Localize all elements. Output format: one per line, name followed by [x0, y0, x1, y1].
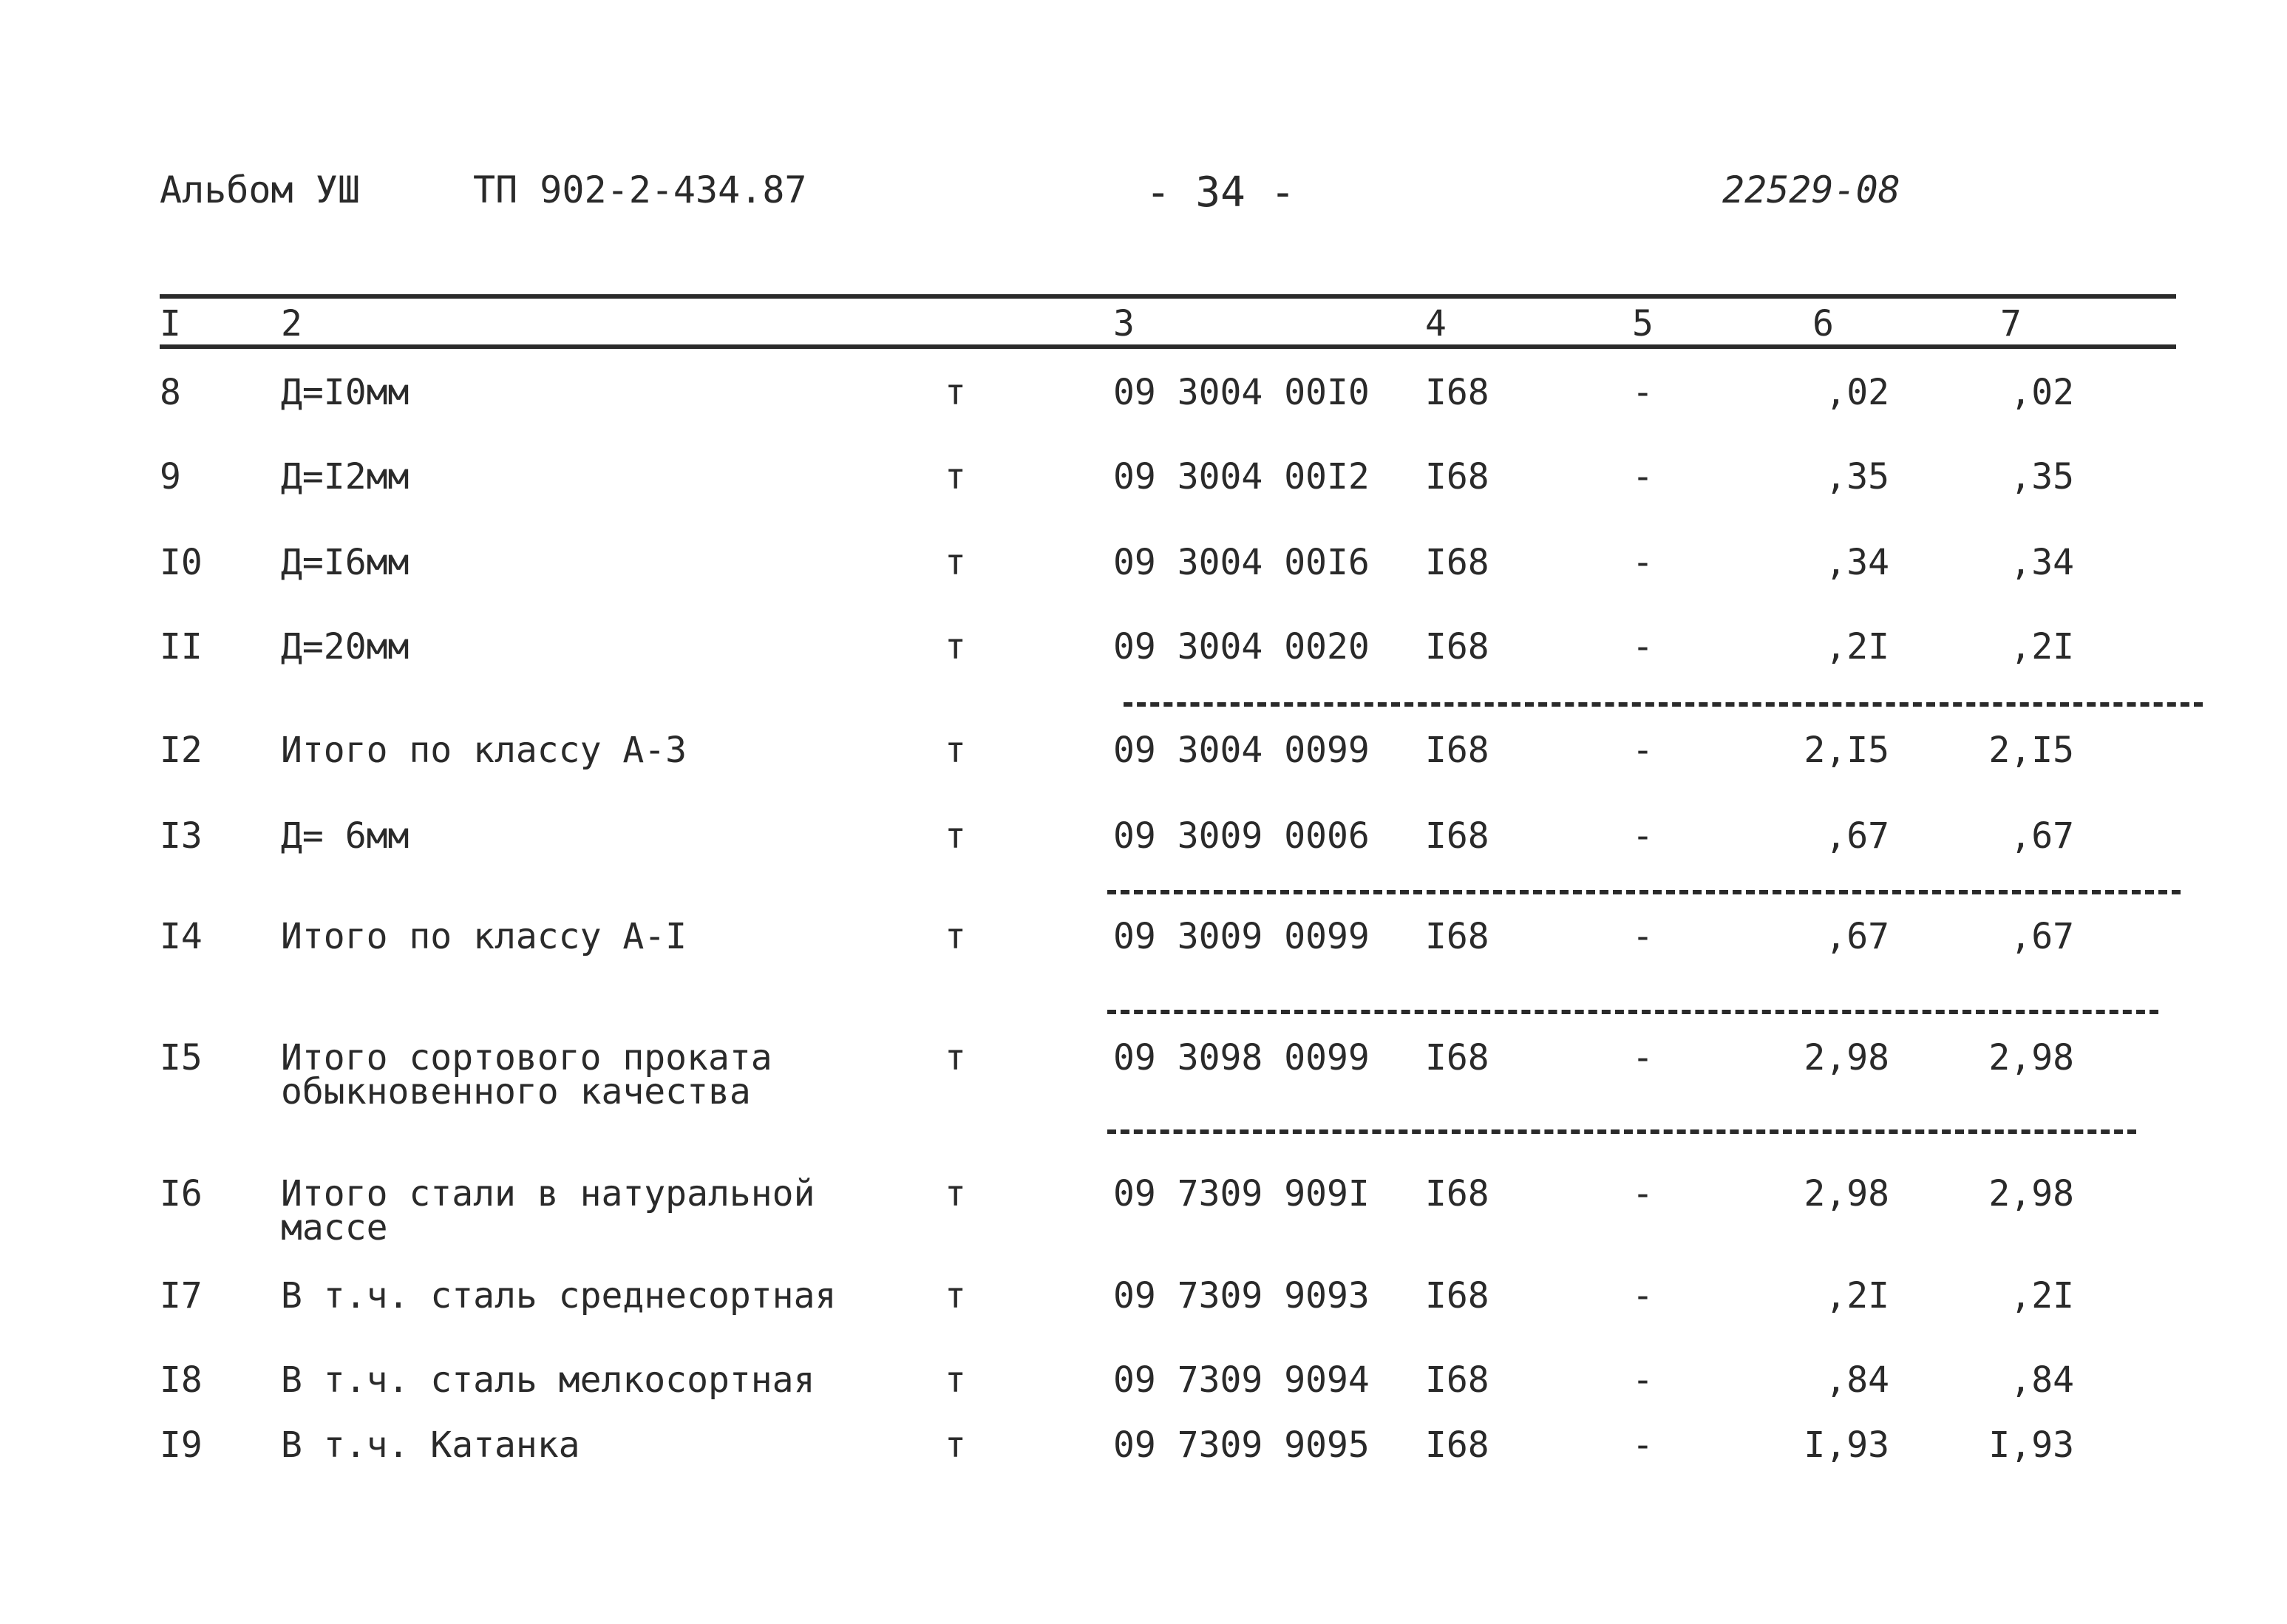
row-number: 8	[160, 372, 181, 413]
column-4-value: I68	[1425, 730, 1489, 771]
column-6-value: ,67	[1825, 916, 1889, 957]
project-code: ТП 902-2-434.87	[473, 169, 807, 211]
column-6-value: ,02	[1825, 372, 1889, 413]
item-name: В т.ч. сталь мелкосортная	[281, 1359, 815, 1401]
table-row	[0, 372, 2287, 420]
table-row	[0, 456, 2287, 504]
column-7-value: ,2I	[2010, 626, 2074, 667]
item-name: Итого по классу А-3	[281, 730, 687, 771]
item-code: 09 3009 0099	[1113, 916, 1370, 957]
item-code: 09 3009 0006	[1113, 815, 1370, 857]
column-5-value: -	[1632, 626, 1654, 667]
column-7-value: ,67	[2010, 815, 2074, 857]
item-name: Итого по классу А-I	[281, 916, 687, 957]
item-name: Д=I6мм	[281, 542, 410, 583]
table-row	[0, 1173, 2287, 1248]
column-4-value: I68	[1425, 626, 1489, 667]
column-number-6: 6	[1812, 303, 1834, 344]
subtotal-dashed-line	[1124, 702, 2203, 707]
item-code: 09 3004 00I6	[1113, 542, 1370, 583]
item-code: 09 3004 0020	[1113, 626, 1370, 667]
unit: т	[945, 730, 966, 771]
column-6-value: ,2I	[1825, 626, 1889, 667]
column-4-value: I68	[1425, 372, 1489, 413]
document-number: 22529-08	[1722, 169, 1900, 211]
table-row	[0, 916, 2287, 964]
row-number: I2	[160, 730, 203, 771]
column-4-value: I68	[1425, 916, 1489, 957]
table-row	[0, 1424, 2287, 1472]
column-7-value: ,2I	[2010, 1275, 2074, 1316]
unit: т	[945, 542, 966, 583]
column-5-value: -	[1632, 1359, 1654, 1401]
column-5-value: -	[1632, 1275, 1654, 1316]
row-number: I6	[160, 1173, 203, 1214]
row-number: I3	[160, 815, 203, 857]
item-code: 09 7309 9094	[1113, 1359, 1370, 1401]
item-name: Итого сортового проката обыкновенного качества	[281, 1037, 772, 1112]
column-6-value: ,67	[1825, 815, 1889, 857]
item-name: В т.ч. Катанка	[281, 1424, 580, 1466]
column-5-value: -	[1632, 730, 1654, 771]
column-6-value: ,35	[1825, 456, 1889, 497]
row-number: II	[160, 626, 203, 667]
column-number-1: I	[160, 303, 181, 344]
item-name: Д=I2мм	[281, 456, 410, 497]
column-5-value: -	[1632, 916, 1654, 957]
unit: т	[945, 815, 966, 857]
column-6-value: ,84	[1825, 1359, 1889, 1401]
unit: т	[945, 626, 966, 667]
column-7-value: ,67	[2010, 916, 2074, 957]
item-name: В т.ч. сталь среднесортная	[281, 1275, 837, 1316]
column-5-value: -	[1632, 1424, 1654, 1466]
table-top-rule	[160, 294, 2176, 299]
item-name: Итого стали в натуральной массе	[281, 1173, 815, 1248]
table-row	[0, 1037, 2287, 1112]
column-7-value: ,35	[2010, 456, 2074, 497]
unit: т	[945, 1275, 966, 1316]
column-7-value: 2,98	[1988, 1173, 2074, 1214]
column-7-value: ,84	[2010, 1359, 2074, 1401]
column-4-value: I68	[1425, 456, 1489, 497]
column-4-value: I68	[1425, 815, 1489, 857]
unit: т	[945, 456, 966, 497]
column-6-value: I,93	[1804, 1424, 1889, 1466]
unit: т	[945, 1359, 966, 1401]
row-number: I4	[160, 916, 203, 957]
column-4-value: I68	[1425, 1359, 1489, 1401]
column-number-3: 3	[1113, 303, 1135, 344]
column-number-2: 2	[281, 303, 302, 344]
column-5-value: -	[1632, 372, 1654, 413]
item-name: Д= 6мм	[281, 815, 410, 857]
album-label: Альбом УШ	[160, 169, 360, 211]
column-number-7: 7	[2000, 303, 2022, 344]
column-4-value: I68	[1425, 1424, 1489, 1466]
column-4-value: I68	[1425, 1173, 1489, 1214]
column-6-value: 2,I5	[1804, 730, 1889, 771]
column-7-value: ,34	[2010, 542, 2074, 583]
unit: т	[945, 1037, 966, 1078]
table-row	[0, 1275, 2287, 1323]
column-6-value: ,2I	[1825, 1275, 1889, 1316]
item-name: Д=20мм	[281, 626, 410, 667]
row-number: I8	[160, 1359, 203, 1401]
column-5-value: -	[1632, 542, 1654, 583]
subtotal-dashed-line	[1107, 1010, 2158, 1014]
column-7-value: 2,98	[1988, 1037, 2074, 1078]
column-5-value: -	[1632, 1173, 1654, 1214]
column-4-value: I68	[1425, 542, 1489, 583]
item-code: 09 3004 0099	[1113, 730, 1370, 771]
table-row	[0, 626, 2287, 674]
column-6-value: 2,98	[1804, 1173, 1889, 1214]
unit: т	[945, 916, 966, 957]
item-code: 09 7309 909I	[1113, 1173, 1370, 1214]
unit: т	[945, 1424, 966, 1466]
column-6-value: ,34	[1825, 542, 1889, 583]
column-6-value: 2,98	[1804, 1037, 1889, 1078]
unit: т	[945, 1173, 966, 1214]
column-5-value: -	[1632, 456, 1654, 497]
item-code: 09 7309 9093	[1113, 1275, 1370, 1316]
subtotal-dashed-line	[1107, 1129, 2136, 1134]
row-number: 9	[160, 456, 181, 497]
table-row	[0, 815, 2287, 863]
item-code: 09 7309 9095	[1113, 1424, 1370, 1466]
table-row	[0, 1359, 2287, 1407]
item-code: 09 3004 00I0	[1113, 372, 1370, 413]
row-number: I7	[160, 1275, 203, 1316]
table-row	[0, 730, 2287, 778]
column-4-value: I68	[1425, 1275, 1489, 1316]
column-number-4: 4	[1425, 303, 1447, 344]
page-number: - 34 -	[1146, 169, 1296, 217]
item-code: 09 3004 00I2	[1113, 456, 1370, 497]
row-number: I0	[160, 542, 203, 583]
table-row	[0, 542, 2287, 590]
table-header-rule	[160, 344, 2176, 349]
column-4-value: I68	[1425, 1037, 1489, 1078]
unit: т	[945, 372, 966, 413]
item-name: Д=I0мм	[281, 372, 410, 413]
column-7-value: 2,I5	[1988, 730, 2074, 771]
column-5-value: -	[1632, 1037, 1654, 1078]
subtotal-dashed-line	[1107, 890, 2181, 894]
item-code: 09 3098 0099	[1113, 1037, 1370, 1078]
column-number-5: 5	[1632, 303, 1654, 344]
column-7-value: I,93	[1988, 1424, 2074, 1466]
row-number: I5	[160, 1037, 203, 1078]
column-5-value: -	[1632, 815, 1654, 857]
row-number: I9	[160, 1424, 203, 1466]
column-7-value: ,02	[2010, 372, 2074, 413]
